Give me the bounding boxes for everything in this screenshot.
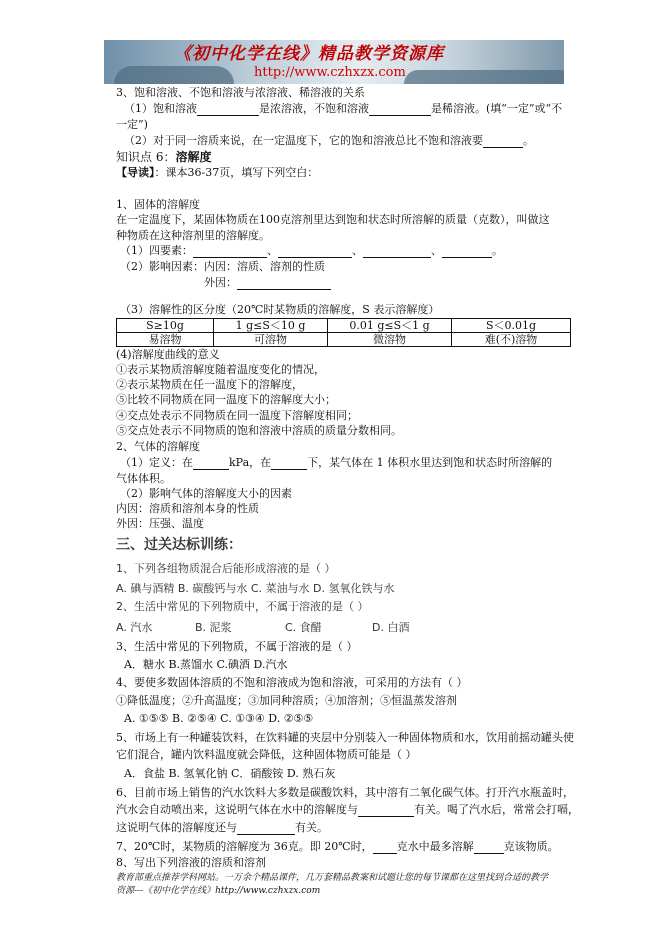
text-line: (4)溶解度曲线的意义: [116, 348, 220, 361]
text-line: ①表示某物质溶解度随着温度变化的情况，: [116, 363, 325, 376]
banner-url[interactable]: http://www.czhxzx.com: [254, 65, 406, 80]
footer-line-2[interactable]: 资源---《初中化学在线》http://www.czhxzx.com: [116, 886, 321, 896]
table-cell: 易溶物: [117, 333, 214, 347]
text-line: （1）定义：在 kPa，在 下，某气体在 1 体积水里达到饱和状态时所溶解的: [120, 456, 553, 469]
gas-solubility-title: 2、气体的溶解度: [116, 440, 200, 453]
four-elements-line: （1）四要素： 、 、 、 。: [120, 244, 503, 257]
text-line: 内因：溶质和溶剂本身的性质: [116, 502, 259, 515]
question-5-cont: 它们混合，罐内饮料温度就会降低，这种固体物质可能是（ ）: [116, 748, 417, 761]
question-1: 1、下列各组物质混合后能形成溶液的是（ ）: [116, 562, 336, 575]
question-6-cont: 汽水会自动喷出来，这说明气体在水中的溶解度与 有关。喝了汽水后，常常会打嗝，: [116, 803, 579, 816]
table-cell: 0.01 g≤S＜1 g: [328, 319, 452, 333]
text-line: 在一定温度下，某固体物质在100克溶剂里达到饱和状态时所溶解的质量（克数），叫做这: [116, 213, 550, 226]
question-3: 3、生活中常见的下列物质，不属于溶液的是（ ）: [116, 640, 358, 653]
text-line: （2）影响因素：内因：溶质、溶剂的性质: [120, 260, 325, 273]
table-cell: 难(不)溶物: [452, 333, 571, 347]
footer-line-1: 教育部重点推荐学科网站。一万余个精品课件，几万套精品教案和试题让您的每节课都在这里找到合适的教学: [116, 873, 549, 883]
banner-title: 《初中化学在线》精品教学资源库: [174, 44, 444, 64]
question-4-options: A. ①⑤⑤ B. ②⑤④ C. ①③④ D. ②⑤⑤: [124, 712, 314, 725]
question-1-options: A. 碘与酒精 B. 碳酸钙与水 C. 菜油与水 D. 氢氧化铁与水: [116, 582, 395, 595]
section-3-heading: 三、过关达标训练：: [116, 537, 242, 553]
header-banner: [104, 40, 564, 84]
question-4: 4、要使多数固体溶质的不饱和溶液成为饱和溶液，可采用的方法有（ ）: [116, 676, 468, 689]
text-line: ②表示某物质在任一温度下的溶解度，: [116, 378, 303, 391]
option: C. 食醋: [285, 621, 322, 634]
text-line: 种物质在这种溶剂里的溶解度。: [116, 229, 270, 242]
table-row: [117, 333, 571, 347]
text-line: ④交点处表示不同物质在同一温度下溶解度相同；: [116, 409, 358, 422]
text-line: 一定”): [116, 118, 148, 131]
text-line: 外因：: [204, 276, 331, 290]
question-6: 6、目前市场上销售的汽水饮料大多数是碳酸饮料，其中溶有二氧化碳气体。打开汽水瓶盖时，: [116, 786, 574, 799]
question-2: 2、生活中常见的下列物质中，不属于溶液的是（ ）: [116, 600, 369, 613]
option: A. 汽水: [116, 621, 153, 634]
text-line: （3）溶解性的区分度（20℃时某物质的溶解度，S 表示溶解度）: [120, 303, 440, 316]
question-7: 7、20℃时，某物质的溶解度为 36克。即 20℃时， 克水中最多溶解 克该物质。: [116, 840, 559, 853]
solubility-table: [116, 318, 571, 347]
text-line: ⑤比较不同物质在同一温度下的溶解度大小；: [116, 393, 336, 406]
table-cell: 微溶物: [328, 333, 452, 347]
solid-solubility-title: 1、固体的溶解度: [116, 198, 200, 211]
table-row: [117, 319, 571, 333]
question-3-options: A．糖水 B.蒸馏水 C.碘酒 D.汽水: [124, 658, 288, 671]
question-5: 5、市场上有一种罐装饮料，在饮料罐的夹层中分别装入一种固体物质和水，饮用前摇动罐头使: [116, 731, 574, 744]
option: D. 白酒: [372, 621, 410, 634]
table-cell: S≥10g: [117, 319, 214, 333]
text-line: （2）对于同一溶质来说，在一定温度下，它的饱和溶液总比不饱和溶液要 。: [124, 134, 534, 147]
question-4-ways: ①降低温度；②升高温度；③加同种溶质；④加溶剂；⑤恒温蒸发溶剂: [116, 694, 457, 707]
question-8: 8、写出下列溶液的溶质和溶剂: [116, 856, 266, 869]
text-line: 气体体积。: [116, 472, 171, 485]
table-cell: S＜0.01g: [452, 319, 571, 333]
text-line: （1）饱和溶液 是浓溶液，不饱和溶液 是稀溶液。(填“一定”或“不: [124, 102, 563, 115]
text-line: （2）影响气体的溶解度大小的因素: [120, 487, 292, 500]
text-line: 外因：压强、温度: [116, 517, 204, 530]
table-cell: 1 g≤S＜10 g: [214, 319, 328, 333]
question-5-options: A．食盐 B. 氢氧化钠 C．硝酸铵 D. 熟石灰: [124, 767, 336, 780]
guide-line: 【导读】：课本36-37页，填写下列空白：: [116, 166, 319, 179]
table-cell: 可溶物: [214, 333, 328, 347]
question-6-cont: 这说明气体的溶解度还与 有关。: [116, 821, 328, 834]
text-line: ⑤交点处表示不同物质的饱和溶液中溶质的质量分数相同。: [116, 424, 402, 437]
section-3-title: 3、饱和溶液、不饱和溶液与浓溶液、稀溶液的关系: [116, 86, 365, 99]
option: B. 泥浆: [195, 621, 232, 634]
knowledge-point-heading: 知识点 6：溶解度: [116, 150, 212, 164]
